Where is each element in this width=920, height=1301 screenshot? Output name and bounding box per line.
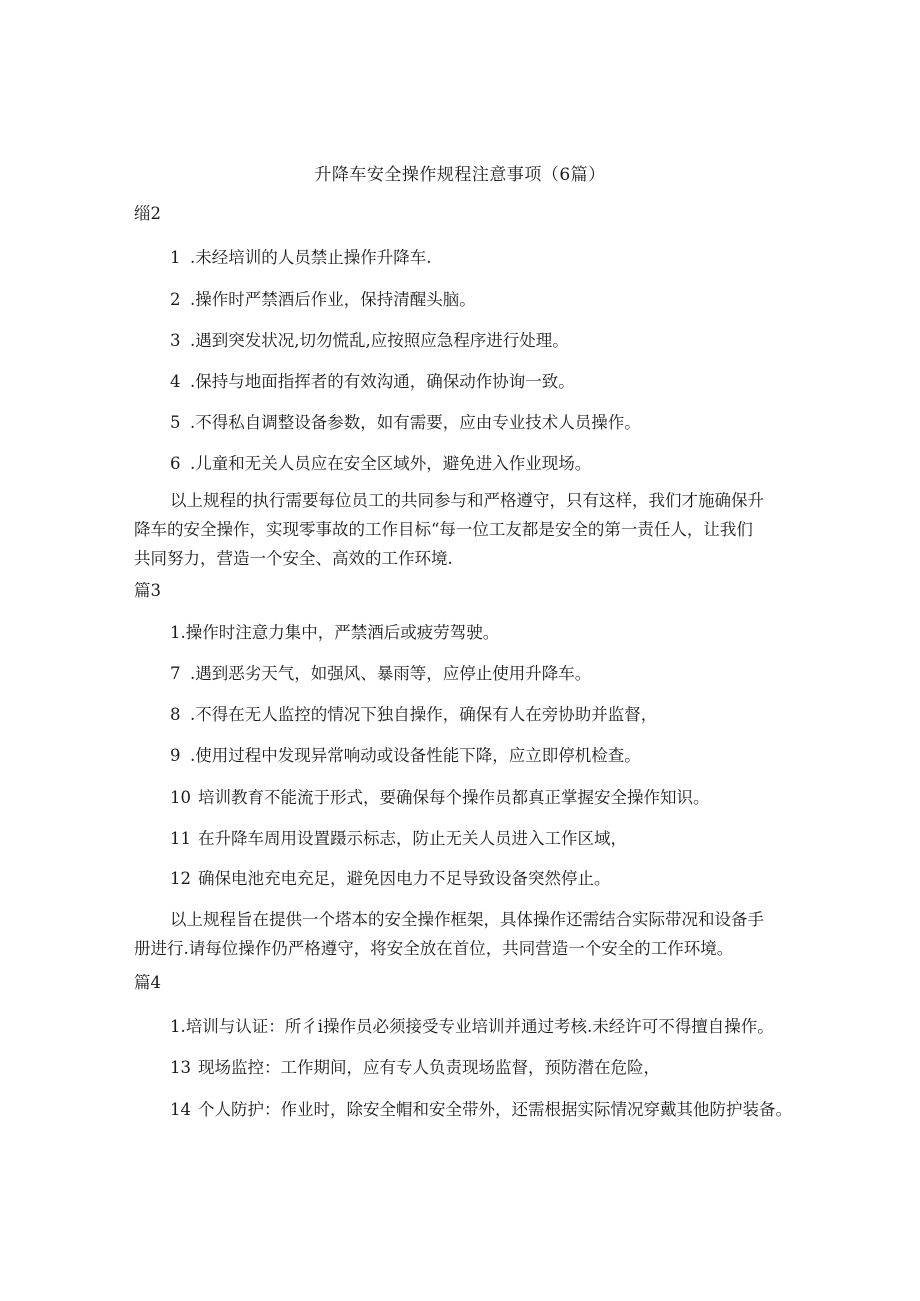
paragraph-line: 册进行.请每位操作仍严格遵守，将安全放在首位，共同营造一个安全的工作环境。	[134, 939, 734, 958]
list-item	[170, 622, 499, 644]
item-text: 个人防护：作业时，除安全帽和安全带外，还需根据实际情况穿戴其他防护装备。	[198, 1100, 792, 1119]
item-number: 11	[170, 829, 191, 848]
paragraph-line: 降车的安全操作，实现零事故的工作目标“每一位工友都是安全的第一责任人，让我们	[134, 520, 753, 539]
item-text: .保持与地面指挥者的有效沟通，确保动作协询一致。	[190, 372, 575, 391]
item-number: 13	[170, 1058, 191, 1077]
paragraph-line: 共同努力，营造一个安全、高效的工作环境.	[134, 549, 453, 568]
item-text: 现场监控：工作期间，应有专人负责现场监督，预防潜在危险，	[198, 1058, 660, 1077]
section-heading: 篇3	[134, 581, 161, 600]
item-text: 在升降车周用设置蹑示标志，防止无关人员进入工作区域，	[198, 829, 627, 848]
item-number: 14	[170, 1100, 191, 1119]
section-heading: 缁2	[134, 204, 161, 223]
item-number: 4	[170, 372, 181, 391]
summary-paragraph	[134, 486, 794, 573]
item-text: 1.操作时注意力集中，严禁酒后或疲劳驾驶。	[170, 623, 500, 642]
list-item	[170, 787, 710, 809]
list-item	[170, 412, 641, 434]
item-number: 3	[170, 331, 181, 350]
section-heading: 篇4	[134, 973, 161, 992]
item-number: 8	[170, 705, 181, 724]
list-item	[170, 1016, 774, 1038]
item-number: 5	[170, 413, 181, 432]
item-text: .操作时严禁酒后作业，保持清醒头脑。	[190, 290, 476, 309]
list-item	[170, 828, 627, 850]
item-number: 6	[170, 454, 181, 473]
list-item	[170, 453, 591, 475]
item-number: 12	[170, 869, 191, 888]
item-number: 9	[170, 746, 181, 765]
item-text: 培训教育不能流于形式，要确保每个操作员都真正掌握安全操作知识。	[198, 788, 710, 807]
list-item	[170, 868, 611, 890]
item-number: 2	[170, 290, 181, 309]
item-text: .遇到恶劣天气，如强风、暴雨等，应停止使用升降车。	[190, 664, 592, 683]
paragraph-line: 以上规程的执行需要每位员工的共同参与和严格遵守，只有这样，我们才施确保升	[170, 491, 764, 510]
item-number: 10	[170, 788, 191, 807]
item-text: .使用过程中发现异常响动或设备性能下降，应立即停机检查。	[190, 746, 641, 765]
list-item	[170, 1057, 660, 1079]
list-item	[170, 663, 591, 685]
list-item	[170, 330, 569, 352]
summary-paragraph	[134, 905, 794, 963]
page-title: 升降车安全操作规程注意事项（6篇）	[314, 165, 606, 185]
paragraph-line: 以上规程旨在提供一个塔本的安全操作框架，具体操作还需结合实际带况和设备手	[170, 910, 764, 929]
item-text: .遇到突发状况,切勿慌乱,应按照应急程序进行处理。	[190, 331, 569, 350]
item-text: 1.培训与认证：所彳i操作员必须接受专业培训并通过考核.未经许可不得擅自操作。	[170, 1017, 774, 1036]
item-text: .不得在无人监控的情况下独自操作，确保有人在旁协助并监督，	[190, 705, 658, 724]
list-item	[170, 745, 641, 767]
list-item	[170, 247, 432, 269]
item-text: .未经培训的人员禁止操作升降车.	[190, 248, 432, 267]
list-item	[170, 289, 476, 311]
list-item	[170, 371, 575, 393]
item-text: 确保电池充电充足，避免因电力不足导致设备突然停止。	[198, 869, 611, 888]
item-text: .不得私自调整设备参数，如有需要，应由专业技术人员操作。	[190, 413, 641, 432]
list-item	[170, 1099, 792, 1121]
item-number: 1	[170, 248, 181, 267]
item-text: .儿童和无关人员应在安全区域外，避免进入作业现场。	[190, 454, 592, 473]
item-number: 7	[170, 664, 181, 683]
list-item	[170, 704, 657, 726]
